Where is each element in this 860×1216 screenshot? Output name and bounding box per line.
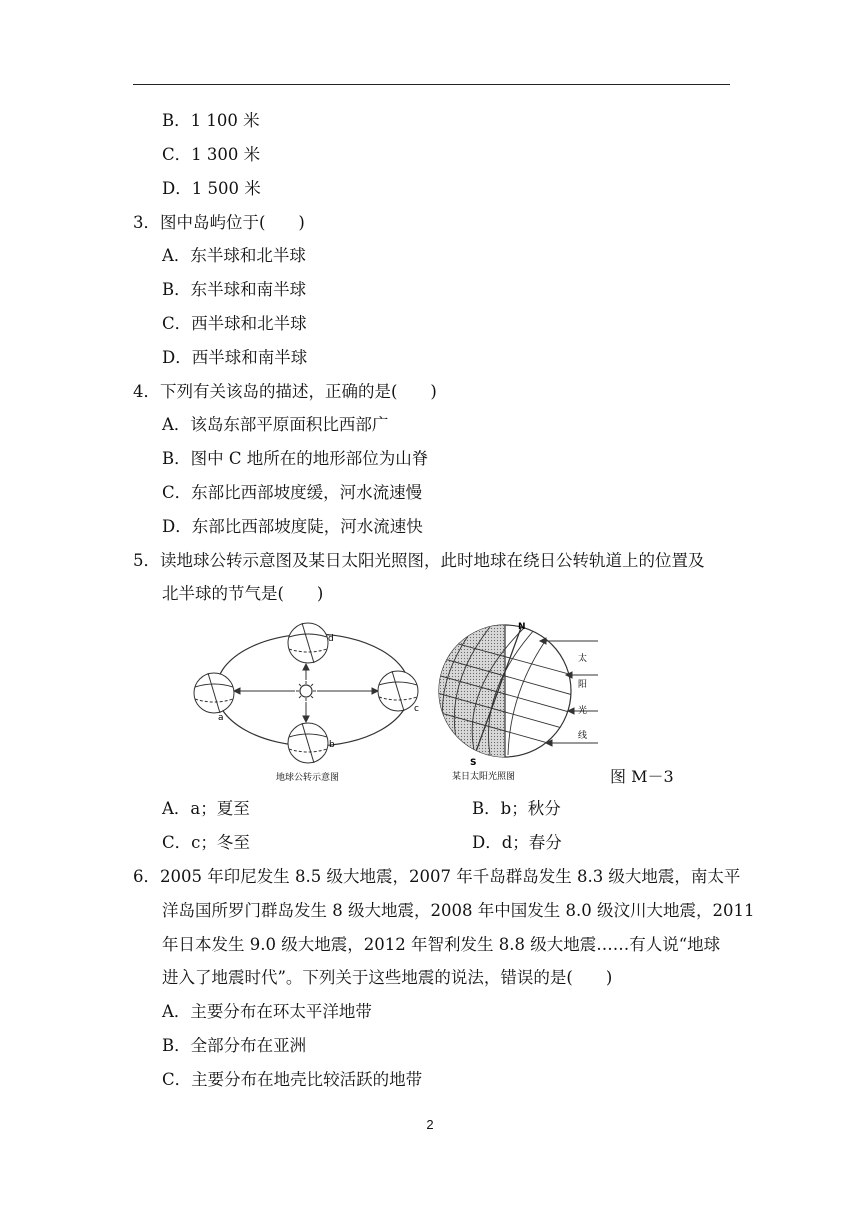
q3-option-c[interactable]: C．西半球和北半球 [162,314,307,333]
sunlight-char-4: 线 [578,731,588,741]
earth-revolution-diagram [190,615,440,785]
earth-position-bottom [288,723,328,763]
orbit-label-b: b [329,740,335,750]
pole-label-north: N [518,622,526,632]
sunlight-illumination-diagram [430,615,605,785]
q6-stem-line1: 6．2005 年印尼发生 8.5 级大地震，2007 年千岛群岛发生 8.3 级大地震，南太平 [133,867,741,886]
q4-option-d[interactable]: D．东部比西部坡度陡，河水流速快 [162,517,423,536]
q6-stem-line3: 年日本发生 9.0 级大地震，2012 年智利发生 8.8 级大地震……有人说“地球 [162,935,721,954]
q5-option-c[interactable]: C．c；冬至 [162,833,250,852]
earth-position-top [288,623,328,663]
q6-option-a[interactable]: A．主要分布在环太平洋地带 [162,1002,372,1021]
earth-position-left [194,673,234,713]
sunlight-char-2: 阳 [578,680,588,690]
q3-option-b[interactable]: B．东半球和南半球 [162,280,307,299]
page-number: 2 [426,1117,434,1132]
q4-option-c[interactable]: C．东部比西部坡度缓，河水流速慢 [162,483,423,502]
header-rule [133,84,730,85]
right-figure-caption: 某日太阳光照图 [452,772,516,782]
sunlight-char-3: 光 [578,706,588,716]
orbit-label-a: a [218,713,224,723]
q6-stem-line4: 进入了地震时代”。下列关于这些地震的说法，错误的是( ) [162,968,613,987]
sunlight-char-1: 太 [578,654,588,664]
q6-option-b[interactable]: B．全部分布在亚洲 [162,1036,307,1055]
pole-label-south: S [470,758,477,768]
q2-option-d[interactable]: D．1 500 米 [162,179,261,198]
q5-option-d[interactable]: D．d；春分 [472,833,562,852]
q3-option-d[interactable]: D．西半球和南半球 [162,348,308,367]
q3-stem: 3．图中岛屿位于( ) [133,213,305,232]
q2-option-c[interactable]: C．1 300 米 [162,145,261,164]
q4-stem: 4．下列有关该岛的描述，正确的是( ) [133,382,437,401]
q5-option-b[interactable]: B．b；秋分 [472,799,561,818]
q5-stem-line1: 5．读地球公转示意图及某日太阳光照图，此时地球在绕日公转轨道上的位置及 [133,551,705,570]
sun-icon [296,681,316,701]
orbit-label-c: c [414,704,419,714]
figure-label: 图 M－3 [610,767,674,786]
q6-option-c[interactable]: C．主要分布在地壳比较活跃的地带 [162,1070,423,1089]
q6-stem-line2: 洋岛国所罗门群岛发生 8 级大地震，2008 年中国发生 8.0 级汶川大地震，2011 [162,901,755,920]
q4-option-b[interactable]: B．图中 C 地所在的地形部位为山脊 [162,449,429,468]
left-figure-caption: 地球公转示意图 [276,773,340,783]
q5-stem-line2: 北半球的节气是( ) [162,584,324,603]
q5-option-a[interactable]: A．a；夏至 [162,799,250,818]
orbit-label-d: d [328,634,334,644]
q4-option-a[interactable]: A．该岛东部平原面积比西部广 [162,415,389,434]
q3-option-a[interactable]: A．东半球和北半球 [162,246,306,265]
q2-option-b[interactable]: B．1 100 米 [162,111,260,130]
earth-position-right [378,671,418,711]
